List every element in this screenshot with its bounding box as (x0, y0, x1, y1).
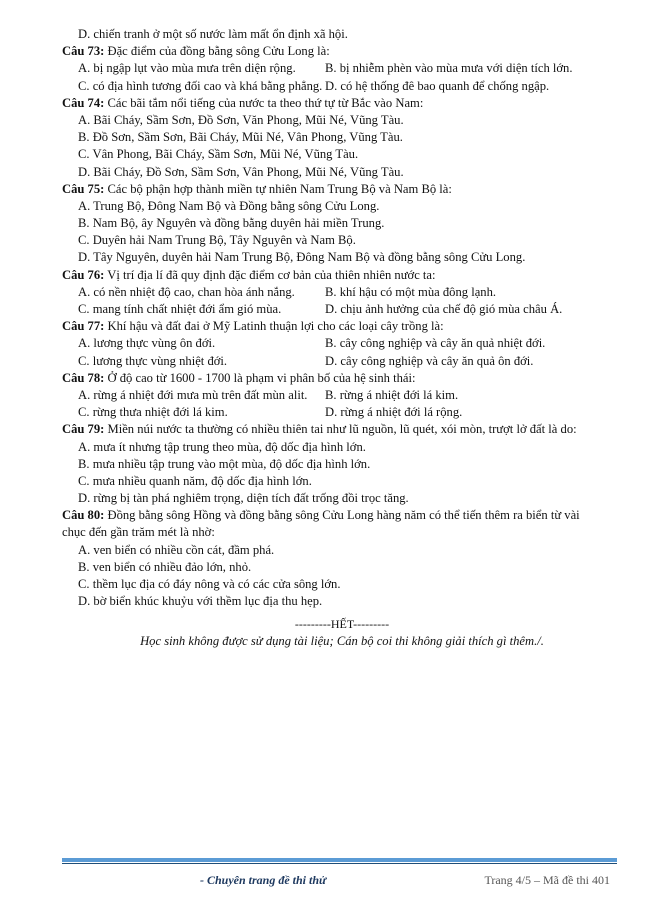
question-73 (62, 43, 622, 60)
footer-site-name: - Chuyên trang đề thi thử (200, 873, 327, 887)
question-label: Câu 79: (62, 422, 105, 437)
question-77 (62, 318, 622, 335)
question-text: Miền núi nước ta thường có nhiều thiên tai như lũ nguồn, lũ quét, xói mòn, trượt lở đất là do: (104, 422, 577, 437)
option-d: D. Tây Nguyên, duyên hải Nam Trung Bộ, Đông Nam Bộ và đồng bằng sông Cửu Long. (78, 250, 526, 265)
footer-page-info: Trang 4/5 – Mã đề thi 401 (484, 873, 610, 887)
question-text: Các bộ phận hợp thành miền tự nhiên Nam Trung Bộ và Nam Bộ là: (104, 181, 452, 196)
option-d: D. Bãi Cháy, Đồ Sơn, Sầm Sơn, Vân Phong, Mũi Né, Vũng Tàu. (78, 164, 404, 179)
options-row (62, 353, 622, 370)
option-a: A. ven biển có nhiều cồn cát, đầm phá. (78, 542, 275, 557)
option-a: A. lương thực vùng ôn đới. (78, 336, 216, 351)
question-text-continued: chục đến gần trăm mét là nhờ: (62, 525, 215, 540)
question-label: Câu 77: (62, 319, 105, 334)
option-a: A. Bãi Cháy, Sầm Sơn, Đồ Sơn, Văn Phong, Mũi Né, Vũng Tàu. (78, 112, 404, 127)
options-row (62, 301, 622, 318)
option-a: A. rừng á nhiệt đới mưa mù trên đất mùn alit. (78, 387, 308, 402)
options-row (62, 335, 622, 352)
question-78 (62, 370, 622, 387)
option-b: B. Đồ Sơn, Sầm Sơn, Bãi Cháy, Mũi Né, Vân Phong, Vũng Tàu. (78, 130, 403, 145)
option-c: C. mang tính chất nhiệt đới ẩm gió mùa. (78, 302, 282, 316)
question-text: Vị trí địa lí đã quy định đặc điểm cơ bản của thiên nhiên nước ta: (104, 267, 436, 282)
question-76 (62, 267, 622, 284)
end-note: Học sinh không được sử dụng tài liệu; Cán bộ coi thi không giải thích gì thêm./. (140, 634, 544, 649)
option-d: D. bờ biển khúc khuỷu với thềm lục địa thu hẹp. (78, 594, 323, 609)
exam-page (62, 26, 622, 650)
option-a: A. bị ngập lụt vào mùa mưa trên diện rộng. (78, 61, 296, 76)
question-label: Câu 80: (62, 508, 105, 523)
question-74 (62, 95, 622, 112)
option-b: B. ven biển có nhiều đảo lớn, nhỏ. (78, 559, 252, 574)
question-text: Đồng bằng sông Hồng và đồng bằng sông Cửu Long hàng năm có thể tiến thêm ra biển từ vài (104, 508, 580, 523)
question-label: Câu 74: (62, 95, 105, 110)
question-label: Câu 76: (62, 267, 105, 282)
options-row (62, 404, 622, 421)
option-a: A. Trung Bộ, Đông Nam Bộ và Đồng bằng sông Cửu Long. (78, 198, 380, 213)
question-79 (62, 421, 622, 438)
option-a: A. mưa ít nhưng tập trung theo mùa, độ dốc địa hình lớn. (78, 439, 366, 454)
option-c: C. thềm lục địa có đáy nông và có các cửa sông lớn. (78, 577, 341, 591)
question-text: Đặc điểm của đồng bằng sông Cửu Long là: (104, 44, 330, 59)
options-row (62, 387, 622, 404)
option-b: B. Nam Bộ, ây Nguyên và đồng bằng duyên hải miền Trung. (78, 216, 385, 231)
option-c: C. Duyên hải Nam Trung Bộ, Tây Nguyên và Nam Bộ. (78, 233, 356, 248)
question-label: Câu 78: (62, 370, 105, 385)
options-row (62, 78, 622, 95)
option-c: C. lương thực vùng nhiệt đới. (78, 353, 228, 368)
option-b: B. khí hậu có một mùa đông lạnh. (325, 284, 497, 299)
question-label: Câu 73: (62, 44, 105, 59)
option-b: B. mưa nhiều tập trung vào một mùa, độ dốc địa hình lớn. (78, 456, 371, 471)
option-b: B. rừng á nhiệt đới lá kim. (325, 387, 459, 402)
question-text: Các bãi tắm nổi tiếng của nước ta theo thứ tự từ Bắc vào Nam: (104, 95, 424, 110)
option-d: D. cây công nghiệp và cây ăn quả ôn đới. (325, 353, 534, 368)
previous-question-option-d: D. chiến tranh ở một số nước làm mất ổn định xã hội. (78, 27, 348, 41)
option-a: A. có nền nhiệt độ cao, chan hòa ánh nắng. (78, 284, 295, 299)
option-b: B. cây công nghiệp và cây ăn quả nhiệt đới. (325, 336, 546, 351)
question-text: Ở độ cao từ 1600 - 1700 là phạm vi phân bố của hệ sinh thái: (104, 370, 416, 385)
option-c: C. rừng thưa nhiệt đới lá kim. (78, 405, 228, 420)
option-d: D. chịu ảnh hưởng của chế độ gió mùa châu Á. (325, 302, 563, 316)
option-b: B. bị nhiễm phèn vào mùa mưa với diện tích lớn. (325, 61, 573, 76)
question-75 (62, 181, 622, 198)
option-d: D. rừng bị tàn phá nghiêm trọng, diện tích đất trống đồi trọc tăng. (78, 491, 409, 506)
footer-divider (62, 858, 617, 862)
option-c: C. mưa nhiều quanh năm, độ dốc địa hình lớn. (78, 473, 312, 488)
question-text: Khí hậu và đất đai ở Mỹ Latinh thuận lợi cho các loại cây trồng là: (104, 319, 444, 334)
question-label: Câu 75: (62, 181, 105, 196)
options-row (62, 284, 622, 301)
footer-divider-thin (62, 863, 617, 864)
option-c: C. có địa hình tương đối cao và khá bằng phẳng. (78, 78, 323, 93)
option-d: D. có hệ thống đê bao quanh để chống ngập. (325, 78, 550, 93)
end-mark: ---------HẾT--------- (294, 617, 390, 632)
question-80 (62, 507, 622, 524)
option-d: D. rừng á nhiệt đới lá rộng. (325, 405, 463, 420)
option-c: C. Vân Phong, Bãi Cháy, Sầm Sơn, Mũi Né, Vũng Tàu. (78, 147, 359, 162)
options-row (62, 60, 622, 77)
